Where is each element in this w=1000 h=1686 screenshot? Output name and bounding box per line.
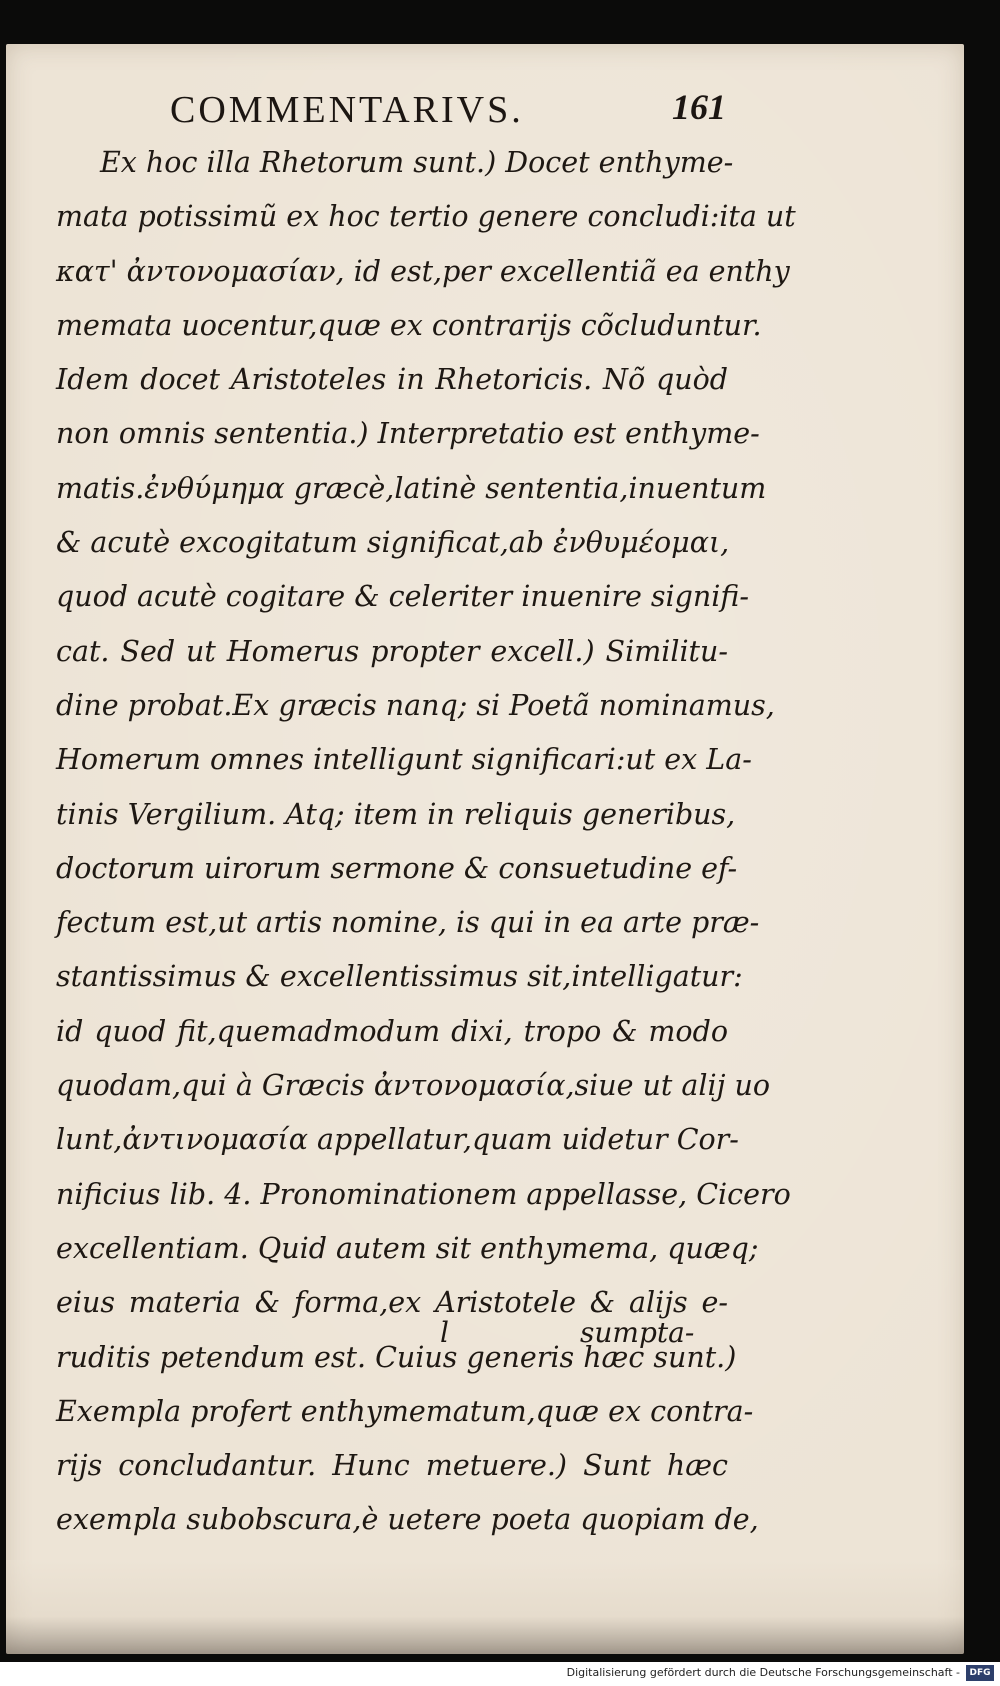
page-edge-shadow [6,1560,964,1654]
credit-bar [0,1662,1000,1686]
text-line: quodam,qui à Græcis ἀντονομασία,siue ut alij uo [56,1069,771,1103]
text-line: ruditis petendum est. Cuius generis hæc sunt.) [56,1340,737,1374]
dfg-logo: DFG [966,1665,994,1681]
text-line: lunt,ἀντινομασία appellatur,quam uidetur Cor- [56,1123,739,1157]
text-line: eius materia & forma,ex Aristotele & alijs e- [56,1286,728,1320]
text-line: quod acutè cogitare & celeriter inuenire signifi- [56,580,750,614]
signature-mark: l [440,1316,449,1349]
text-line: rijs concludantur. Hunc metuere.) Sunt hæc [56,1449,728,1483]
page-number: 161 [672,87,726,127]
catchword: sumpta- [580,1316,695,1349]
text-line: tinis Vergilium. Atq; item in reliquis generibus, [56,797,736,831]
text-line: Exempla profert enthymematum,quæ ex contra- [56,1394,754,1428]
text-line: non omnis sententia.) Interpretatio est enthyme- [56,417,760,451]
text-line: memata uocentur,quæ ex contrarijs cõcluduntur. [56,308,762,342]
running-head: COMMENTARIVS. [170,89,524,131]
text-line: fectum est,ut artis nomine, is qui in ea arte præ- [56,906,760,940]
text-line: nificius lib. 4. Pronominationem appellasse, Cicero [56,1177,791,1211]
text-line: id quod fit,quemadmodum dixi, tropo & modo [56,1014,728,1048]
text-line: Ex hoc illa Rhetorum sunt.) Docet enthyme- [100,146,734,179]
text-line: dine probat.Ex græcis nanq; si Poetã nominamus, [56,688,775,722]
text-line: doctorum uirorum sermone & consuetudine ef- [56,851,738,885]
text-line: Homerum omnes intelligunt significari:ut ex La- [56,743,752,777]
text-line: matis.ἐνθύμημα græcè,latinè sententia,inuentum [56,471,767,505]
text-line: stantissimus & excellentissimus sit,intelligatur: [56,960,743,994]
funding-credit: Digitalisierung gefördert durch die Deutsche Forschungsgemeinschaft - [566,1666,960,1679]
text-line: Idem docet Aristoteles in Rhetoricis. Nõ quòd [56,363,728,397]
text-line: κατ' ἀντονομασίαν, id est,per excellentiã ea enthy [56,254,790,288]
text-line: & acutè excogitatum significat,ab ἐνθυμέομαι, [56,526,730,560]
text-line: mata potissimũ ex hoc tertio genere concludi:ita ut [56,200,796,234]
text-line: exempla subobscura,è uetere poeta quopiam de, [56,1503,759,1537]
text-line: excellentiam. Quid autem sit enthymema, quæq; [56,1231,759,1265]
text-line: cat. Sed ut Homerus propter excell.) Similitu- [56,634,728,668]
